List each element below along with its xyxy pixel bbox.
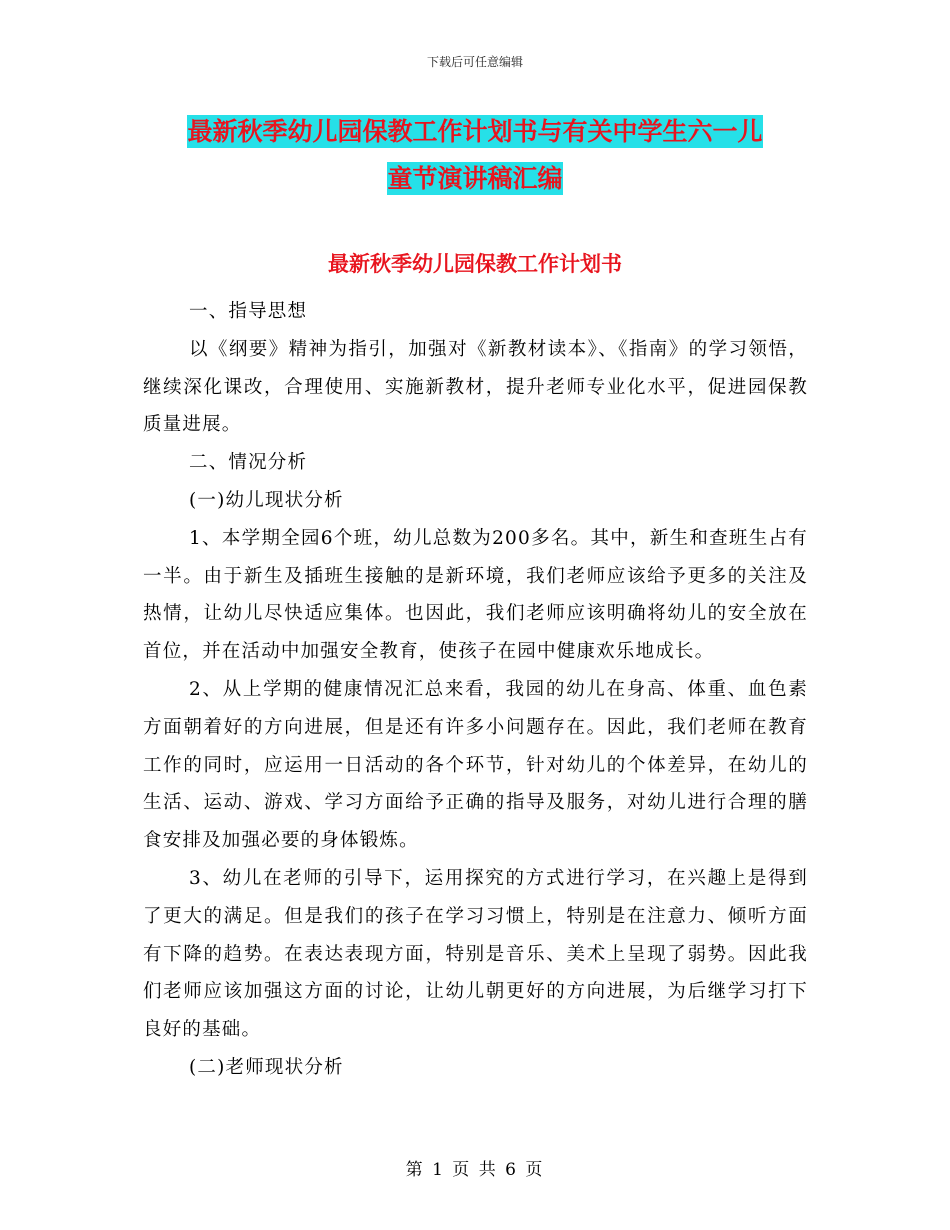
paragraph: 3、幼儿在老师的引导下，运用探究的方式进行学习，在兴趣上是得到了更大的满足。但是我们的孩子在学习习惯上，特别是在注意力、倾听方面有下降的趋势。在表达表现方面，特别是音乐、美术上呈现了弱势。因此我们老师应该加强这方面的讨论，让幼儿朝更好的方向进展，为后继学习打下良好的基础。 [143, 867, 808, 1041]
page-footer: 第 1 页 共 6 页 [405, 1160, 545, 1180]
paragraph: 1、本学期全园6个班，幼儿总数为200多名。其中，新生和查班生占有一半。由于新生及插班生接触的是新环境，我们老师应该给予更多的关注及热情，让幼儿尽快适应集体。也因此，我们老师应该明确将幼儿的安全放在首位，并在活动中加强安全教育，使孩子在园中健康欢乐地成长。 [143, 527, 808, 663]
subheading-teacher-status: (二)老师现状分析 [189, 1056, 344, 1078]
document-title-line-1: 最新秋季幼儿园保教工作计划书与有关中学生六一儿 [187, 117, 763, 146]
subheading-children-status: (一)幼儿现状分析 [189, 489, 344, 511]
document-title-line-2: 童节演讲稿汇编 [387, 164, 563, 193]
paragraph: 2、从上学期的健康情况汇总来看，我园的幼儿在身高、体重、血色素方面朝着好的方向进展，但是还有许多小问题存在。因此，我们老师在教育工作的同时，应运用一日活动的各个环节，针对幼儿的个体差异，在幼儿的生活、运动、游戏、学习方面给予正确的指导及服务，对幼儿进行合理的膳食安排及加强必要的身体锻炼。 [143, 678, 808, 852]
header-note: 下载后可任意编辑 [426, 55, 523, 69]
heading-guiding-ideas: 一、指导思想 [189, 301, 308, 322]
heading-situation-analysis: 二、情况分析 [189, 452, 308, 474]
document-title [0, 108, 950, 202]
paragraph: 以《纲要》精神为指引，加强对《新教材读本》、《指南》的学习领悟，继续深化课改，合理使用、实施新教材，提升老师专业化水平，促进园保教质量进展。 [143, 338, 808, 436]
section-title: 最新秋季幼儿园保教工作计划书 [328, 251, 622, 276]
document-body [143, 293, 808, 1087]
